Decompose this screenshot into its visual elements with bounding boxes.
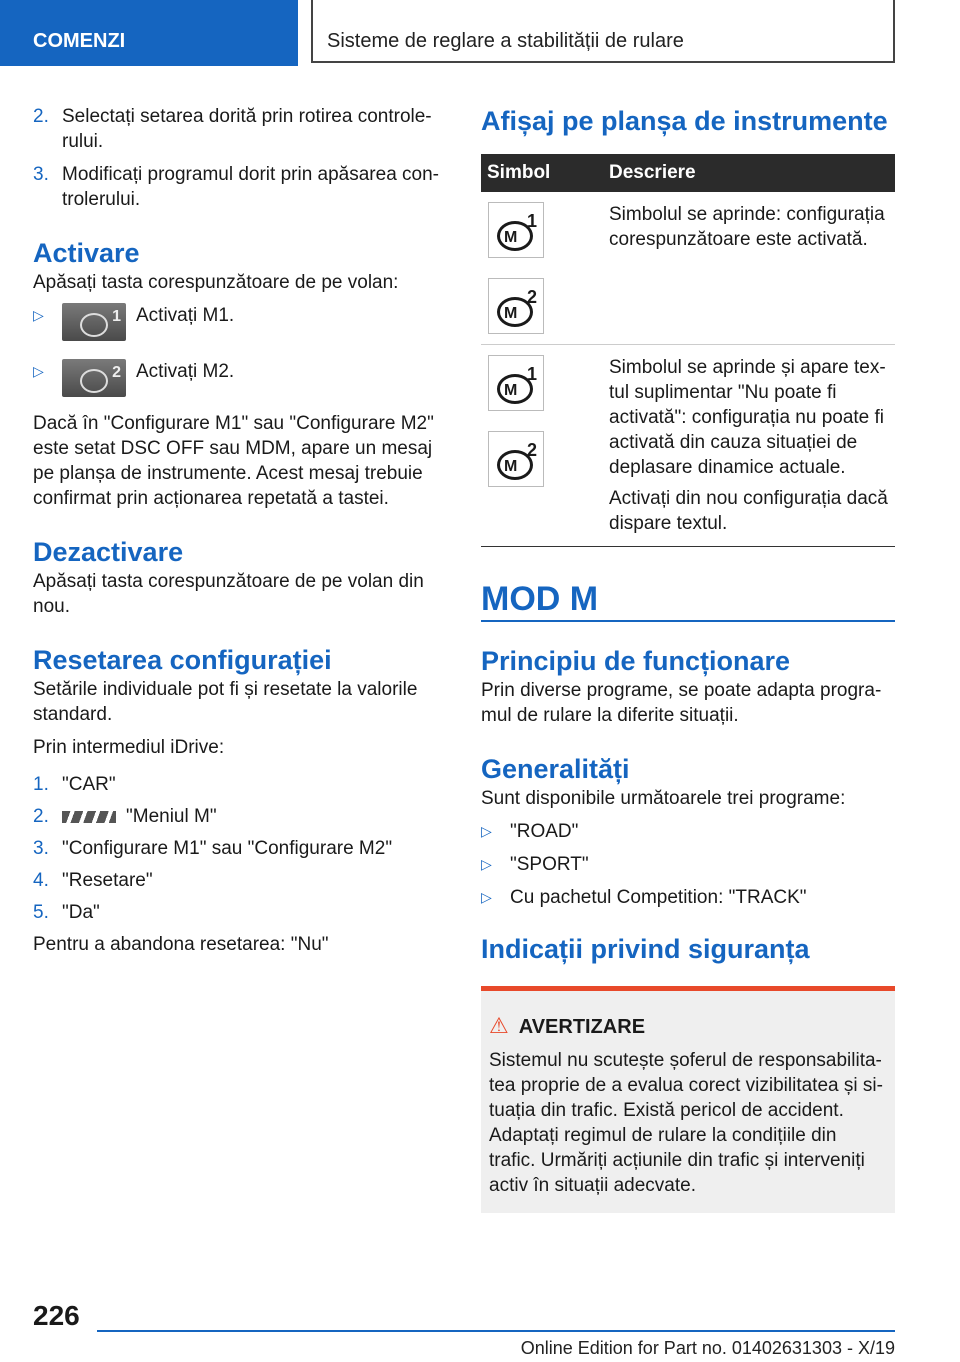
heading-dezactivare: Dezactivare	[33, 537, 184, 567]
activare-note: Dacă în "Configurare M1" sau "Configurare M2" este setat DSC OFF sau MDM, apare un mesaj pe planșa de instrumente. Acest mesaj trebuie confirmat prin acționarea repetată a tastei.	[33, 413, 434, 509]
page-number: 226	[33, 1300, 80, 1331]
dezactivare-text: Apăsați tasta corespunzătoare de pe volan din nou.	[33, 571, 424, 617]
table-header-simbol: Simbol	[481, 154, 603, 192]
principiu-text: Prin diverse programe, se poate adapta progra-mul de rulare la diferite situații.	[481, 680, 882, 726]
list-item: ▷ "ROAD"	[481, 821, 579, 842]
list-item: 3. Modificați programul dorit prin apăsarea con-trolerului.	[33, 164, 440, 210]
table-row	[481, 192, 895, 345]
symbol-table	[481, 154, 895, 547]
list-item: 4. "Resetare"	[33, 870, 153, 891]
footer-rule	[97, 1330, 895, 1332]
table-header-descriere: Descriere	[603, 154, 895, 192]
m2-symbol-icon: M 2	[488, 278, 544, 334]
heading-resetare: Resetarea configurației	[33, 645, 332, 675]
m1-button-icon: 1	[62, 303, 126, 341]
list-item: ▷ "SPORT"	[481, 854, 589, 875]
abandon-text: Pentru a abandona resetarea: "Nu"	[33, 934, 329, 955]
m2-symbol-icon: M 2	[488, 431, 544, 487]
activare-text: Apăsați tasta corespunzătoare de pe volan:	[33, 272, 399, 293]
list-item: ▷ 1 Activați M1.	[33, 303, 443, 345]
heading-afisaj: Afișaj pe planșa de instrumente	[481, 106, 888, 136]
warning-title: ⚠ AVERTIZARE	[489, 1013, 646, 1038]
section-tab: COMENZI	[0, 0, 298, 66]
m1-symbol-icon: M 1	[488, 355, 544, 411]
m1-symbol-icon: M 1	[488, 202, 544, 258]
mod-m-section	[481, 644, 895, 966]
row2-description: Simbolul se aprinde și apare tex-tul suplimentar "Nu poate fi activată": configurația nu poate fi activată din cauza situației de deplasare dinamice actuale.	[609, 357, 886, 478]
warning-text: Sistemul nu scutește șoferul de responsabilita-tea proprie de a evalua corect vizibilitatea și si-tuația din trafic. Există pericol de accident. Adaptați regimul de rulare la condițiile din trafic. Urmăriți acțiunile din trafic și interveniți activ în situații adecvate.	[489, 1050, 883, 1196]
warning-box	[481, 986, 895, 1213]
heading-activare: Activare	[33, 238, 140, 268]
generalitati-text: Sunt disponibile următoarele trei programe:	[481, 788, 846, 809]
list-item: ▷ 2 Activați M2.	[33, 359, 443, 401]
heading-principiu: Principiu de funcționare	[481, 646, 791, 676]
list-item: 2. Selectați setarea dorită prin rotirea controle-rului.	[33, 106, 432, 152]
heading-mod-m: MOD M	[481, 580, 599, 618]
list-item: 3. "Configurare M1" sau "Configurare M2"	[33, 838, 393, 859]
edition-text: Online Edition for Part no. 01402631303 - X/19	[520, 1338, 895, 1358]
heading-siguranta: Indicații privind siguranța	[481, 934, 810, 964]
list-item: 2. "Meniul M"	[33, 806, 217, 827]
left-column	[33, 104, 443, 957]
idrive-text: Prin intermediul iDrive:	[33, 737, 225, 758]
m2-button-icon: 2	[62, 359, 126, 397]
row2-description-extra: Activați din nou configurația dacă dispare textul.	[609, 488, 888, 534]
section-rule	[481, 620, 895, 622]
heading-generalitati: Generalități	[481, 754, 630, 784]
list-item: ▷ Cu pachetul Competition: "TRACK"	[481, 887, 807, 908]
page-title: Sisteme de reglare a stabilității de rulare	[311, 0, 895, 63]
table-row	[481, 345, 895, 547]
right-column	[481, 104, 895, 547]
row1-description: Simbolul se aprinde: configurația corespunzătoare este activată.	[609, 204, 885, 250]
warning-icon: ⚠	[489, 1013, 509, 1038]
list-item: 1. "CAR"	[33, 774, 116, 795]
list-item: 5. "Da"	[33, 902, 100, 923]
m-menu-icon	[62, 811, 116, 823]
resetare-text: Setările individuale pot fi și resetate la valorile standard.	[33, 679, 418, 725]
